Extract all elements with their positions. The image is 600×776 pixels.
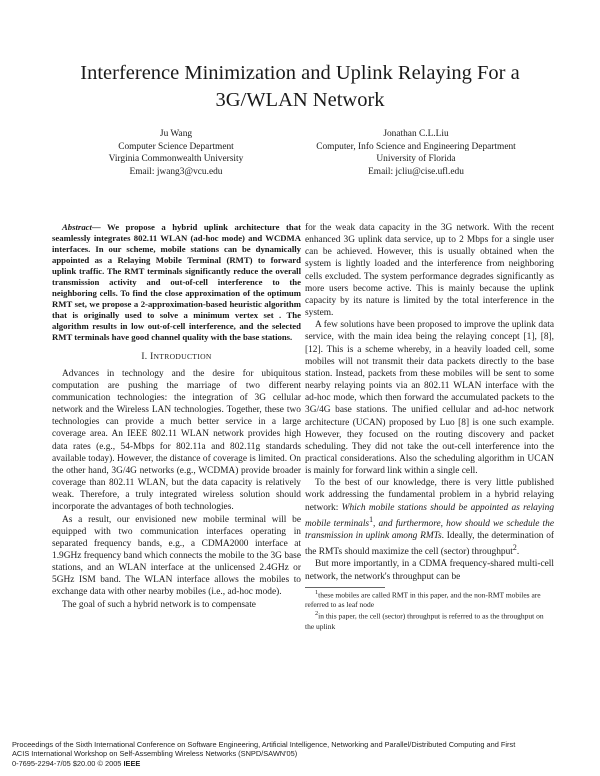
body-paragraph: The goal of such a hybrid network is to compensate [62, 599, 256, 610]
author-email: Email: jcliu@cise.ufl.edu [368, 166, 464, 177]
footer-line: ACIS International Workshop on Self-Assembling Wireless Networks (SNPD/SAWN'05) [12, 749, 298, 759]
right-column [305, 222, 554, 631]
author-organization: Virginia Commonwealth University [108, 154, 244, 165]
author-department: Computer, Info Science and Engineering Department [316, 141, 516, 152]
proceedings-footer [12, 740, 592, 768]
footnote-ref: 1 [369, 514, 373, 524]
author-name: Ju Wang [159, 129, 193, 139]
body-paragraph: But more importantly, in a CDMA frequency-shared multi-cell network, the network's throughput can be [305, 559, 554, 582]
author-block-2 [270, 128, 562, 178]
body-paragraph: A few solutions have been proposed to improve the uplink data service, with the main idea being the relaying concept [1], [8], [12]. This is a scheme whereby, in a heavily loaded cell, some mobiles will not transmit their data packets directly to the base station. Instead, packets from these mobiles will be sent to some nearby relaying points via an 802.11 WLAN interface with the ad-hoc mode, which then forward the accumulated packets to the 3G/4G base stations. The unified cellular and ad-hoc network architecture (UCAN) proposed by Luo [8] is one such example. However, they focused on the routing discovery and packet scheduling. They did not take the out-cell interference into the practical considerations. Also the scheduling algorithm in UCAN is mainly for forward link within a single cell. [305, 320, 554, 477]
body-paragraph: Advances in technology and the desire for ubiquitous computation are pushing the marriage of two different communication technologies: the integration of 3G cellular network and the Wireless LAN technologies. Together, these two technologies can provide a much better service in a large coverage area. An IEEE 802.11 WLAN network provides high data rates (e.g., 54-Mbps for 802.11a and 802.11g standards available today). However, the distance of coverage is limited. On the other hand, 3G/4G networks (e.g., WCDMA) provide broader coverage than 802.11 WLAN, but the data capacity is relatively weak. Therefore, a truly integrated wireless solution should incorporate the advantages of both technologies. [52, 368, 301, 513]
paper-title: Interference Minimization and Uplink Relaying For a 3G/WLAN Network [80, 62, 520, 111]
body-paragraph: for the weak data capacity in the 3G network. With the recent enhanced 3G uplink data service, up to 2 Mbps for a single user can be achieved. However, this is usually obtained when the system is lightly loaded and the interference from neighboring cells excluded. The system performance degrades significantly as more users become active. This is mainly because the uplink capacity by its nature is limited by the total interference in the system. [305, 223, 554, 319]
footnote: $^2$in this paper, the cell (sector) throughput is referred to as the throughput on the uplink [305, 610, 544, 631]
author-block-1 [70, 128, 282, 178]
section-heading: I. INTRODUCTION [141, 351, 212, 362]
left-column [52, 222, 301, 611]
footer-line: Proceedings of the Sixth International Conference on Software Engineering, Artificial Intelligence, Networking and Parallel/Distributed Computing and First [12, 740, 516, 749]
ieee-mark: IEEE [123, 758, 141, 768]
footnote-ref: 2 [512, 543, 517, 553]
author-name: Jonathan C.L.Liu [383, 129, 449, 139]
author-organization: University of Florida [376, 154, 456, 165]
abstract-text: We propose a hybrid uplink architecture that seamlessly integrates 802.11 WLAN (ad-hoc mode) and WCDMA interfaces. In our scheme, mobile stations can be dynamically appointed as a Relaying Mobile Terminal (RMT) to forward uplink traffic. The RMT terminals significantly reduce the overall transmission activity and out-of-cell interference to the neighboring cells. To find the close approximation of the optimum RMT set, we propose a 2-approximation-based heuristic algorithm that is originally used to solve a minimum vertex set . The algorithm results in low out-of-cell interference, and the selected RMT terminals have good channel quality with the base stations. [52, 222, 301, 343]
abstract [52, 222, 301, 344]
body-paragraph: To the best of our knowledge, there is very little published work addressing the fundamental problem in a hybrid relaying network: Which mobile stations should be appointed as relaying mobile terminals$^1$, and furthermore, how should we schedule the transmission in uplink among RMTs. Ideally, the determination of the RMTs should maximize the cell (sector) throughput$^2$. [305, 478, 555, 558]
footer-line: 0-7695-2294-7/05 $20.00 © 2005 IEEE [12, 758, 141, 768]
footnote: $^1$these mobiles are called RMT in this paper, and the non-RMT mobiles are referred to as leaf node [305, 588, 541, 609]
body-paragraph: As a result, our envisioned new mobile terminal will be equipped with two communication interfaces operating in separated frequency bands, e.g., a CDMA2000 interface at 1.9GHz frequency band which connects the mobile to the 3G base stations, and an WLAN interface at the unlicensed 2.4GHz or 5GHz ISM band. The WLAN interface allows the mobiles to exchange data with other nearby mobiles (i.e., ad-hoc mode). [52, 514, 301, 598]
author-department: Computer Science Department [118, 141, 234, 152]
abstract-dash: — [91, 222, 107, 232]
author-email: Email: jwang3@vcu.edu [129, 166, 223, 177]
abstract-lead: Abstract [62, 222, 92, 232]
